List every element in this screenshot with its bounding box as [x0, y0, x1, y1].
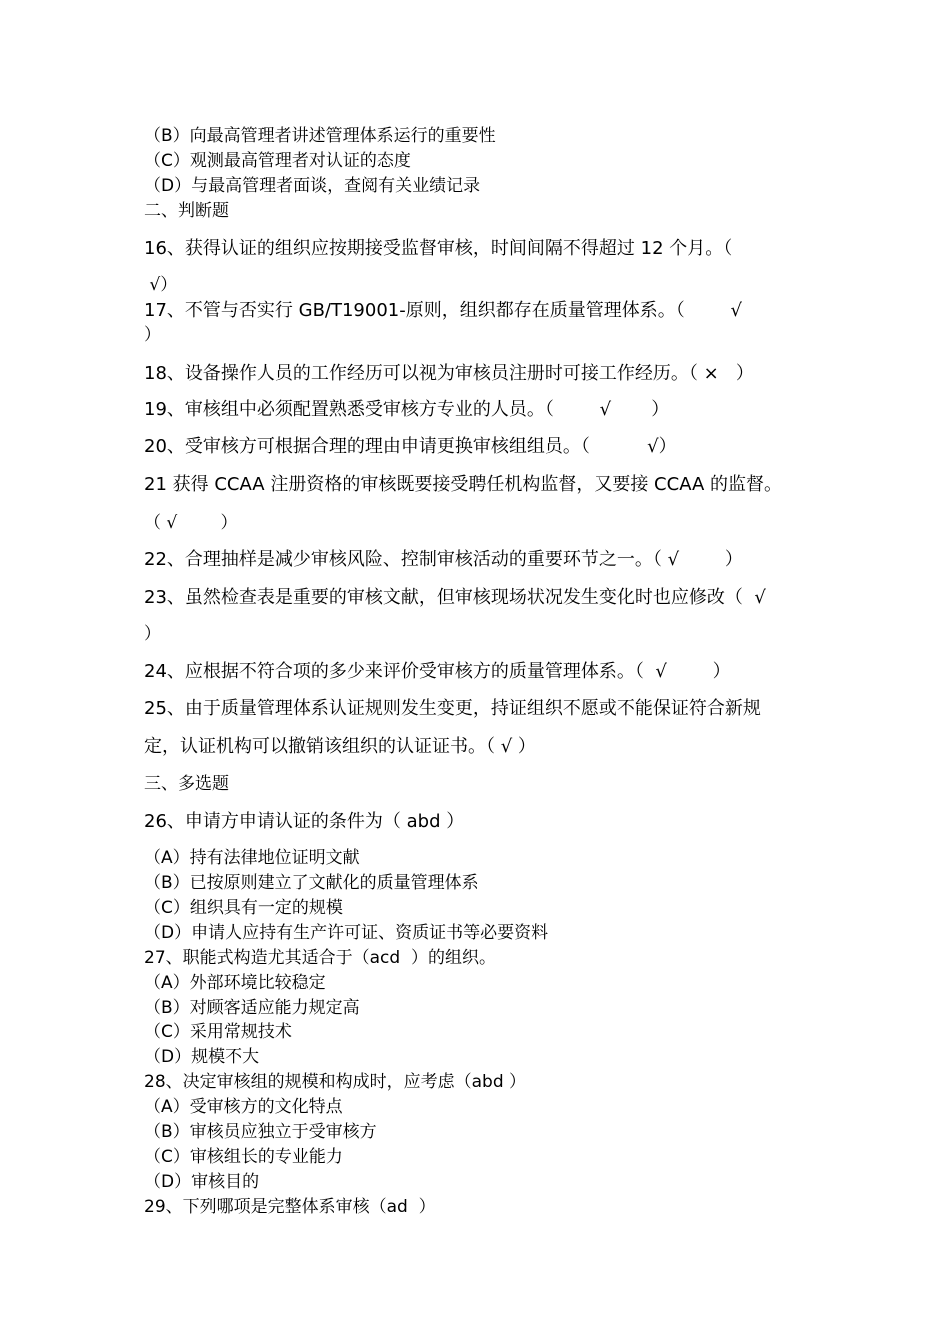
question-17-answer: ） — [144, 325, 161, 345]
q27-option-a: （A）外部环境比较稳定 — [144, 973, 326, 993]
question-18: 18、设备操作人员的工作经历可以视为审核员注册时可接工作经历。（ × ） — [144, 363, 754, 384]
question-25: 25、由于质量管理体系认证规则发生变更，持证组织不愿或不能保证符合新规 — [144, 698, 761, 719]
q27-option-b: （B）对顾客适应能力规定高 — [144, 998, 360, 1018]
question-20: 20、受审核方可根据合理的理由申请更换审核组组员。（ √） — [144, 436, 677, 457]
question-28: 28、决定审核组的规模和构成时，应考虑（abd ） — [144, 1072, 527, 1092]
question-24: 24、应根据不符合项的多少来评价受审核方的质量管理体系。（ √ ） — [144, 661, 731, 682]
option-d: （D）与最高管理者面谈，查阅有关业绩记录 — [144, 176, 481, 196]
q28-option-a: （A）受审核方的文化特点 — [144, 1097, 343, 1117]
question-16: 16、获得认证的组织应按期接受监督审核，时间间隔不得超过 12 个月。（ — [144, 238, 733, 259]
section-heading-true-false: 二、判断题 — [144, 201, 229, 221]
question-26: 26、申请方申请认证的条件为（ abd ） — [144, 811, 465, 832]
question-23-answer: ） — [144, 624, 161, 644]
question-16-answer: √） — [144, 275, 178, 295]
question-25-continued: 定，认证机构可以撤销该组织的认证证书。（ √ ） — [144, 736, 536, 757]
q27-option-c: （C）采用常规技术 — [144, 1022, 292, 1042]
option-c: （C）观测最高管理者对认证的态度 — [144, 151, 411, 171]
question-22: 22、合理抽样是减少审核风险、控制审核活动的重要环节之一。（ √ ） — [144, 549, 743, 570]
q26-option-d: （D）申请人应持有生产许可证、资质证书等必要资料 — [144, 923, 549, 943]
question-27: 27、职能式构造尤其适合于（acd ）的组织。 — [144, 948, 496, 968]
option-b: （B）向最高管理者讲述管理体系运行的重要性 — [144, 126, 496, 146]
q28-option-d: （D）审核目的 — [144, 1172, 260, 1192]
question-17: 17、不管与否实行 GB/T19001-原则，组织都存在质量管理体系。（ √ — [144, 300, 742, 321]
q28-option-b: （B）审核员应独立于受审核方 — [144, 1122, 377, 1142]
question-21: 21 获得 CCAA 注册资格的审核既要接受聘任机构监督，又要接 CCAA 的监督。 — [144, 474, 783, 495]
question-29: 29、下列哪项是完整体系审核（ad ） — [144, 1197, 436, 1217]
q28-option-c: （C）审核组长的专业能力 — [144, 1147, 343, 1167]
question-19: 19、审核组中必须配置熟悉受审核方专业的人员。（ √ ） — [144, 399, 670, 420]
question-23: 23、虽然检查表是重要的审核文献，但审核现场状况发生变化时也应修改（ √ — [144, 587, 766, 608]
q27-option-d: （D）规模不大 — [144, 1047, 260, 1067]
q26-option-b: （B）已按原则建立了文献化的质量管理体系 — [144, 873, 479, 893]
question-21-answer: （ √ ） — [144, 513, 238, 533]
section-heading-multiple-choice: 三、多选题 — [144, 774, 229, 794]
q26-option-c: （C）组织具有一定的规模 — [144, 898, 343, 918]
q26-option-a: （A）持有法律地位证明文献 — [144, 848, 360, 868]
